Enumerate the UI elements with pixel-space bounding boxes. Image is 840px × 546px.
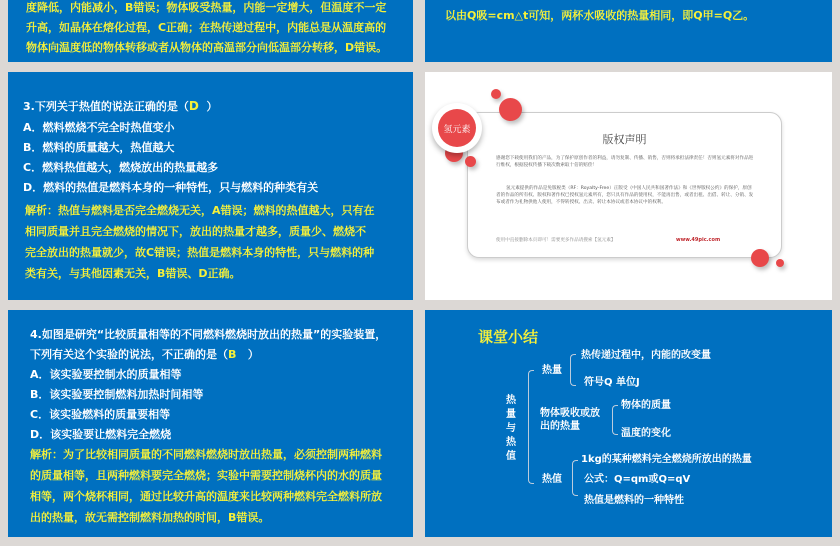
analysis-line: 相等，两个烧杯相同，通过比较升高的温度来比较两种燃料完全燃料所放 [30, 490, 382, 503]
option-c: C．燃料热值越大，燃烧放出的热量越多 [23, 161, 219, 174]
slide-2[interactable] [425, 0, 832, 62]
branch-item: 公式：Q=qm或Q=qV [584, 474, 691, 485]
logo-text: 氢元素 [438, 109, 476, 147]
slide-summary[interactable] [425, 310, 832, 537]
question-text: 3.下列关于热值的说法正确的是（D ） [23, 99, 218, 113]
option-d: D．该实验要让燃料完全燃烧 [30, 428, 172, 441]
analysis-line: 的质量相等，且两种燃料要完全燃烧；实验中需要控制烧杯内的水的质量 [30, 469, 382, 482]
text-line: 升高，如晶体在熔化过程，C正确；在热传递过程中，内能总是从温度高的 [26, 21, 387, 34]
bracket [570, 354, 576, 386]
text-line: 物体向温度低的物体转移或者从物体的高温部分向低温部分转移，D错误。 [26, 41, 388, 54]
copyright-paragraph: 感谢您下载使用我们的产品，为了保护原创作者的利益，请勿复制、传播、销售，否则将承担法律责任！否则氢元素将对作品进行维权，根据侵权传播下载次数索取十倍的赔偿！ [496, 156, 754, 168]
decor-dot [776, 259, 784, 267]
decor-dot [491, 89, 501, 99]
option-d: D．燃料的热值是燃料本身的一种特性，只与燃料的种类有关 [23, 181, 319, 194]
option-a: A．燃料燃烧不完全时热值变小 [23, 121, 175, 134]
branch-heat: 热量 [542, 365, 562, 376]
slide-1[interactable] [8, 0, 413, 62]
analysis-line: 类有关，与其他因素无关，B错误、D正确。 [25, 267, 241, 280]
copyright-card [467, 112, 782, 258]
branch-absorb: 出的热量 [540, 421, 580, 432]
option-b: B．燃料的质量越大，热值越大 [23, 141, 175, 154]
analysis-line: 相同质量并且完全燃烧的情况下，放出的热量才越多，质量少、燃烧不 [25, 225, 366, 238]
question-text: 下列有关这个实验的说法，不正确的是（B ） [30, 348, 259, 361]
option-a: A．该实验要控制水的质量相等 [30, 368, 182, 381]
branch-item: 温度的变化 [621, 428, 671, 439]
option-b: B．该实验要控制燃料加热时间相等 [30, 388, 204, 401]
question-text: 4.如图是研究“比较质量相等的不同燃料燃烧时放出的热量”的实验装置， [30, 328, 387, 341]
branch-item: 物体的质量 [621, 400, 671, 411]
analysis-line: 解析：为了比较相同质量的不同燃料燃烧时放出热量，必须控制两种燃料 [30, 448, 382, 461]
branch-item: 热值是燃料的一种特性 [584, 495, 684, 506]
slide-copyright[interactable] [425, 72, 832, 300]
decor-dot [751, 249, 769, 267]
bracket [572, 460, 578, 496]
slide-5[interactable] [8, 310, 413, 537]
bracket [528, 370, 534, 484]
branch-absorb: 物体吸收或放 [540, 408, 600, 419]
option-c: C．该实验燃料的质量要相等 [30, 408, 171, 421]
root-label: 热 量 与 热 值 [506, 395, 516, 462]
text-line: 以由Q吸=cm△t可知，两杯水吸收的热量相同，即Q甲=Q乙。 [445, 9, 755, 22]
analysis-line: 解析：热值与燃料是否完全燃烧无关，A错误；燃料的热值越大，只有在 [25, 204, 375, 217]
answer: B [228, 348, 237, 361]
decor-dot [499, 98, 522, 121]
answer: D [188, 99, 199, 113]
bracket [612, 405, 618, 435]
copyright-title: 版权声明 [602, 133, 647, 146]
branch-item: 热传递过程中，内能的改变量 [581, 350, 711, 361]
copyright-footer: 使用中直接删除本页即可！需要更多作品请搜索【氢元素】 [496, 238, 616, 243]
text-line: 度降低，内能减小，B错误；物体吸受热量，内能一定增大，但温度不一定 [26, 1, 387, 14]
copyright-paragraph: 氢元素提供的作品是免版税类（RF：Royalty-Free）正版受《中国人民共和国著作法》和《世界版权公约》的保护，原创者的作品的所有权、版权和著作权已授权氢元素所有，您只具有作品的使用权，不能再出售，或者出租、出借、转让、分销、发布或者作为礼物供他人使用，不得转授权、出卖、转让本协议或者本协议中的权利。 [496, 186, 754, 205]
analysis-line: 完全放出的热量就少，故C错误；热值是燃料本身的特性，只与燃料的种 [25, 246, 375, 259]
logo-badge [432, 103, 482, 153]
branch-calorific: 热值 [542, 474, 562, 485]
summary-title: 课堂小结 [478, 328, 539, 346]
branch-item: 1kg的某种燃料完全燃烧所放出的热量 [581, 454, 752, 465]
copyright-url[interactable]: www.49pic.com [676, 237, 721, 243]
branch-item: 符号Q 单位J [584, 377, 640, 388]
decor-dot [465, 156, 476, 167]
slide-3[interactable] [8, 72, 413, 300]
analysis-line: 出的热量，故无需控制燃料加热的时间，B错误。 [30, 511, 270, 524]
